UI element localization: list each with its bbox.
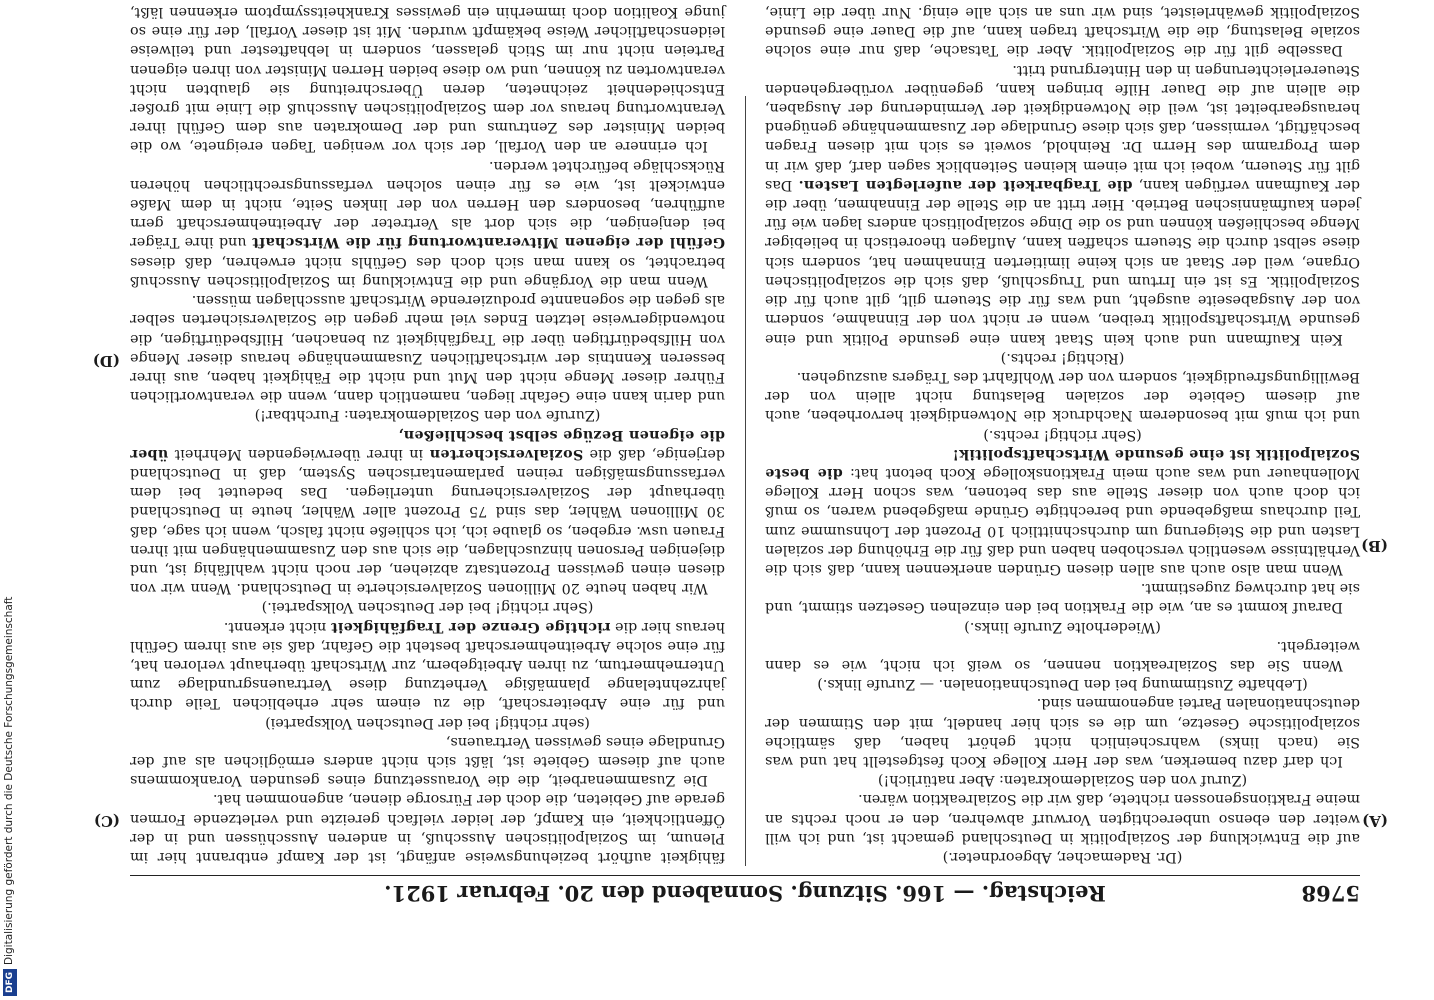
- interjection: (Richtig! rechts.): [1000, 349, 1125, 366]
- margin-marker-c: (C): [93, 812, 120, 830]
- paragraph-text: nicht erkennt.: [223, 618, 327, 635]
- interjection: (Zuruf von den Sozialdemokraten: Aber natürlich!): [877, 772, 1248, 789]
- emphasis-text: richtige Grenze der Tragfähigkeit: [330, 618, 611, 635]
- paragraph: Wenn Sie das Sozialreaktion nennen, so weiß ich nicht, wie es dann weitergeht.: [765, 637, 1360, 673]
- paragraph: [130, 155, 725, 289]
- emphasis-text: Gefühl der eigenen Mitverantwortung für die Wirtschaft: [251, 234, 725, 251]
- interjection: (Wiederholte Zurufe links.): [964, 618, 1161, 635]
- interjection: (Sehr richtig! rechts.): [983, 426, 1142, 443]
- margin-marker-b: (B): [1361, 537, 1388, 555]
- emphasis-text: über die eigenen Bezüge selbst beschließen,: [129, 426, 725, 462]
- emphasis-text: Sozialversicherten: [429, 445, 584, 462]
- paragraph: Ich erinnere an den Vorfall, der sich vor wenigen Tagen ereignete, wo die beiden Minister des Zentrums und der Demokraten aus dem Gefühl ihrer Verantwortung heraus vor dem Sozialpolitischen Ausschuß die Linie mit großer Entschiedenheit zeichneten, deren Überschreitung sie glaubten nicht verantworten zu können, und wo diese beiden Herren Minister von ihren eigenen Parteien nicht nur im Stich gelassen, sondern in lebhaftester und teilweise leidenschaftlicher Weise bekämpft wurden. Mit ist dieser Vorfall, der für eine so junge Koalition doch immerhin ein gewisses Krankheitssymptom erkennen läßt,: [130, 4, 725, 155]
- paragraph: und darin kann eine Gefahr liegen, namentlich dann, wenn die verantwortlichen Führer dieser Menge nicht den Mut und nicht die Fähigkeit haben, aus ihrer besseren Kenntnis der wirtschaftlichen Zusammenhänge heraus dieser Menge von Hilfsbedürftigen über die Tragfähigkeit zu benachen, Hilfsbedürftigen, die notwendigerweise letzten Endes viel mehr gegen die Sozialversicherten selber als gegen die sogenannte produzierende Wirtschaft ausschlagen müssen.: [130, 292, 725, 405]
- digitization-credit: [3, 0, 17, 996]
- dfg-logo: DFG: [3, 969, 17, 996]
- paragraph-text: und für eine Arbeiterschaft, die zu einem sehr erheblichen Teile durch jahrzehntelange planmäßige Verhetzung diese Vertrauensgrundlage zum Unternehmertum, zu ihren Arbeitgebern, zur Wirtschaft überhaupt verloren hat, für eine solche Arbeitnehmerschaft besteht die Gefahr, daß sie aus ihrem Gefühl heraus hier die: [130, 618, 725, 712]
- paragraph: Die Zusammenarbeit, die die Voraussetzung eines gesunden Vorankommens auch auf diesem Gebiete ist, läßt sich nicht anders ermöglichen als auf der Grundlage eines gewissen Vertrauens,: [130, 733, 725, 789]
- right-text-column: [129, 4, 725, 866]
- interjection: (Zurufe von den Sozialdemokraten: Furchtbar!): [254, 407, 601, 424]
- paragraph: Dasselbe gilt für die Sozialpolitik. Aber die Tatsache, daß nur eine solche soziale Belastung, die die Wirtschaft tragen kann, auf die Dauer eine gesunde Sozialpolitik gewährleistet, sind wir uns an sich alle einig. Nur über die Linie,: [765, 4, 1360, 59]
- left-text-column: [764, 4, 1360, 866]
- interjection: (sehr richtig! bei der Deutschen Volkspartei): [265, 714, 590, 731]
- paragraph-text: und ihre Träger bei denjenigen, die sich dort als Vertreter der Arbeitnehmerschaft gern aufführen, besonders den Herren von der linken Seite, nicht in dem Maße entwickelt ist, wie es für einen solchen verfassungsrechtlichen höheren Rückschläge befürchtet werden.: [129, 157, 725, 251]
- emphasis-text: die Tragbarkeit der auferlegten Lasten.: [798, 176, 1133, 193]
- interjection: (Lebhafte Zustimmung bei den Deutschnationalen. — Zurufe links.): [817, 676, 1308, 693]
- paragraph-text: Wenn man also auch aus allen diesen Gründen anerkennen kann, daß sich die Verhältnisse wesentlich verschoben haben und daß für die Erhöhung der sozialen Lasten und die Steigerung um durchschnittlich 10 Prozent der Lohnsumme zum Teil durchaus maßgebende und berechtigte Gründe maßgebend waren, so muß ich doch auch von dieser Stelle aus das betonen, was schon Herr Kollege Mollenhauer und was auch mein Fraktionskollege Koch betont hat:: [765, 464, 1360, 577]
- paragraph: [130, 616, 725, 712]
- speaker-line: (Dr. Rademacher, Abgeordneter.): [942, 849, 1183, 865]
- running-title: Reichstag. — 166. Sitzung. Sonnabend den 20. Februar 1921.: [384, 881, 1106, 906]
- paragraph: [765, 444, 1360, 578]
- page-header: [130, 875, 1360, 910]
- paragraph-text: Wenn man die Vorgänge und die Entwicklung im Sozialpolitischen Ausschuß betrachtet, so kann man sich doch des Gefühls nicht erwehren, daß dieses: [130, 253, 725, 289]
- paragraph: Ich darf dazu bemerken, was der Herr Kollege Koch festgestellt hat und was Sie (nach links) wahrscheinlich nicht gehört haben, daß sämtliche sozialpolitische Gesetze, um die es sich hier handelt, mit den Stimmen der deutschnationalen Partei angenommen sind.: [765, 695, 1360, 769]
- paragraph-text: Wir haben heute 20 Millionen Sozialversicherte in Deutschland. Wenn wir von diesen einen gewissen Prozentsatz abziehen, der noch nicht wahlfähig ist, und diejenigen Personen hinzuschlagen, die sich aus den Zusammenhängen mit ihren Frauen usw. ergeben, so glaube ich, ich schließe nicht falsch, wenn ich sage, daß 30 Millionen Wähler, das sind 75 Prozent aller Wähler, heute in Deutschland überhaupt der Sozialversicherung unterliegen. Das bedeutet bei dem verfassungsmäßigen reinen parlamentarischen System, daß in Deutschland derjenige, daß die: [130, 445, 725, 597]
- paragraph: [130, 424, 725, 597]
- emphasis-text: die beste Sozialpolitik ist eine gesunde Wirtschaftspolitik!: [764, 445, 1360, 481]
- paragraph-text: in ihrer überwiegenden Mehrheit: [174, 445, 424, 462]
- paragraph: [765, 59, 1360, 347]
- page-number: 5768: [1301, 881, 1360, 906]
- margin-marker-a: (A): [1362, 812, 1388, 830]
- credit-text: Digitalisierung gefördert durch die Deutsche Forschungsgemeinschaft: [3, 596, 15, 965]
- column-divider: [745, 96, 746, 866]
- paragraph: auf die Entwicklung der Sozialpolitik in Deutschland gemacht ist, und ich will weiter den ebenso unberechtigten Vorwurf abwehren, den er noch rechts an meine Fraktionsgenossen richtete, daß wir die Sozialreaktion wären.: [765, 791, 1360, 846]
- interjection: (Sehr richtig! bei der Deutschen Volkspartei.): [261, 599, 594, 616]
- margin-marker-d: (D): [92, 352, 120, 370]
- paragraph-text: Kein Kaufmann und auch kein Staat kann eine gesunde Politik und eine gesunde Wirtschaftspolitik treiben, wenn er nicht von der Einnahme, sondern von der Ausgabeseite ausgeht, und was für die Steuern gilt, gilt auch für die Sozialpolitik. Es ist ein Irrtum und Trugschluß, daß sich die sozialpolitischen Organe, weil der Staat an sich keine limitierten Einnahmen hat, sondern sich diese selbst durch die Steuern schaffen kann, Auflagen theoretisch in beliebiger Menge beschließen können und so die Dinge sozialpolitisch anders lagen wie für jeden kaufmännischen Betrieb. Hier tritt an die Stelle der Einnahmen, über die der Kaufmann verfügen kann,: [765, 176, 1360, 347]
- rotated-document-page: [92, 4, 1388, 910]
- paragraph: und ich muß mit besonderem Nachdruck die Notwendigkeit hervorheben, auch auf diesem Gebiete der sozialen Belastung nicht allein von der Bewilligungsfreudigkeit, sondern von der Wohlfahrt des Trägers auszugehen.: [765, 368, 1360, 424]
- paragraph: fähigkeit aufhört beziehungsweise anfängt, ist der Kampf entbrannt hier im Plenum, im Sozialpolitischen Ausschuß, in anderen Ausschüssen und in der Öffentlichkeit, ein Kampf, der leider vielfach gereizte und verletzende Formen gerade auf Gebieten, die doch der Fürsorge dienen, angenommen hat.: [130, 791, 725, 865]
- paragraph-text: Das gilt für Steuern, wobei ich mit einem kleinen Seitenblick sagen darf, daß wir in dem Programm des Herrn Dr. Reinhold, soweit es sich mit diesen Fragen beschäftigt, vermissen, daß sich diese Grundlage der Zusammenhänge genügend herausgearbeitet ist, weil die Notwendigkeit der Verminderung der Ausgaben, die allein auf die Dauer Hilfe bringen kann, gegenüber vorübergehenden Steuererleichterungen in den Hintergrund tritt.: [764, 61, 1360, 193]
- paragraph: Darauf kommt es an, wie die Fraktion bei den einzelnen Gesetzen stimmt, und sie hat durchweg zugestimmt.: [765, 580, 1360, 616]
